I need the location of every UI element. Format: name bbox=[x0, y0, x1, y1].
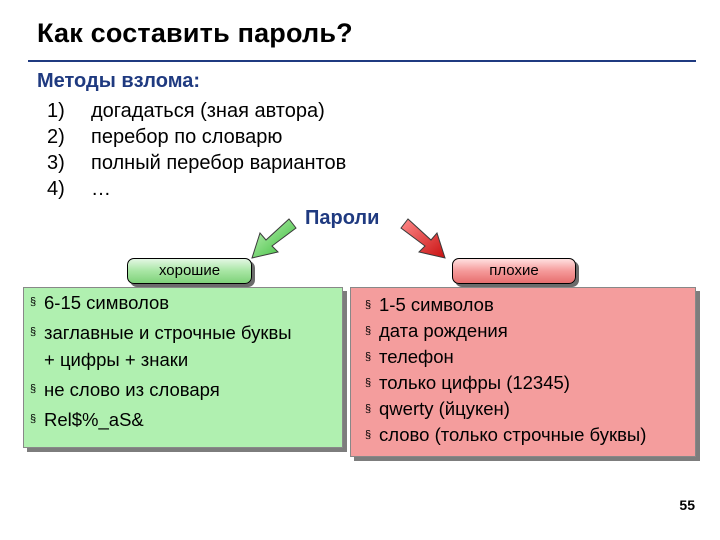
item-number: 3) bbox=[47, 152, 65, 174]
bad-item: § дата рождения bbox=[365, 318, 695, 344]
good-tag: хорошие bbox=[127, 258, 252, 284]
bullet-icon: § bbox=[30, 413, 37, 425]
bullet-icon: § bbox=[365, 429, 372, 441]
good-item: § Rel$%_aS& bbox=[30, 409, 144, 430]
bad-item: § только цифры (12345) bbox=[365, 370, 695, 396]
item-text: … bbox=[91, 178, 111, 200]
bullet-icon: § bbox=[365, 351, 372, 363]
bad-item: § телефон bbox=[365, 344, 695, 370]
good-item: § заглавные и строчные буквы + цифры + знаки bbox=[30, 322, 292, 370]
slide-title: Как составить пароль? bbox=[37, 18, 353, 48]
bullet-icon: § bbox=[30, 296, 37, 308]
good-passwords-box bbox=[23, 287, 343, 448]
page-number: 55 bbox=[679, 497, 695, 513]
bullet-icon: § bbox=[365, 299, 372, 311]
methods-heading: Методы взлома: bbox=[37, 70, 201, 92]
bullet-icon: § bbox=[30, 383, 37, 395]
bad-item: § qwerty (йцукен) bbox=[365, 396, 695, 422]
bullet-icon: § bbox=[365, 325, 372, 337]
item-text: догадаться (зная автора) bbox=[91, 100, 325, 122]
bad-tag: плохие bbox=[452, 258, 576, 284]
bad-item: § 1-5 символов bbox=[365, 292, 695, 318]
bullet-icon: § bbox=[365, 377, 372, 389]
bad-arrow-icon bbox=[401, 219, 445, 258]
bullet-icon: § bbox=[30, 326, 37, 338]
item-number: 2) bbox=[47, 126, 65, 148]
bad-passwords-box bbox=[350, 287, 696, 457]
item-text: перебор по словарю bbox=[91, 126, 283, 148]
good-arrow-icon bbox=[252, 219, 296, 258]
item-number: 1) bbox=[47, 100, 65, 122]
item-number: 4) bbox=[47, 178, 65, 200]
item-text: полный перебор вариантов bbox=[91, 152, 347, 174]
bad-item: § слово (только строчные буквы) bbox=[365, 422, 695, 448]
good-item: § не слово из словаря bbox=[30, 379, 220, 400]
passwords-label: Пароли bbox=[305, 207, 380, 229]
bullet-icon: § bbox=[365, 403, 372, 415]
good-item: § 6-15 символов bbox=[30, 292, 170, 313]
